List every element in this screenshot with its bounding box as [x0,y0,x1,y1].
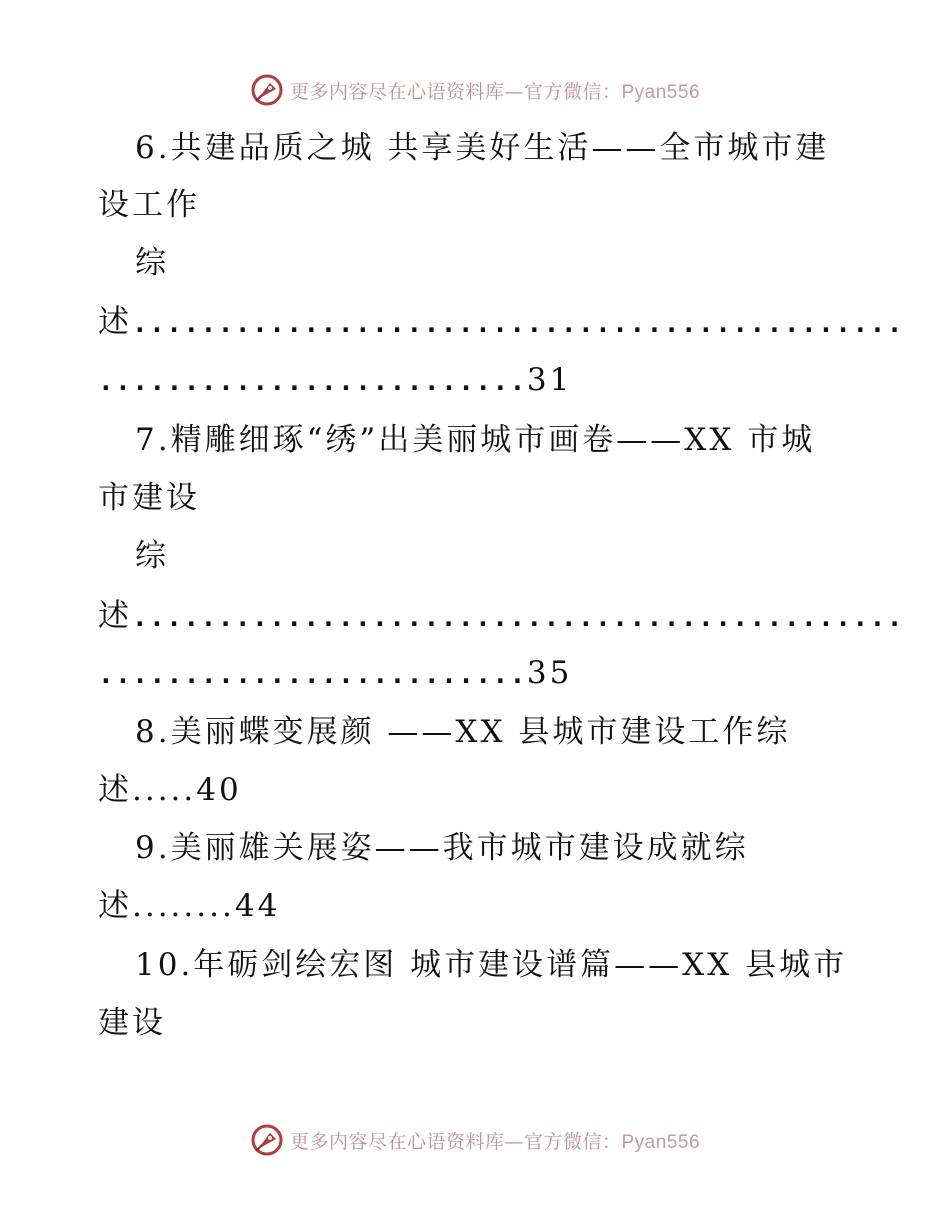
pen-nib-logo-icon [250,1123,284,1157]
toc-entry-10-title-line1: 10.年砺剑绘宏图 城市建设谱篇——XX 县城市 [135,947,848,983]
toc-entry-7-title-line1: 7.精雕细琢“绣”出美丽城市画卷——XX 市城 [135,422,816,458]
toc-entry-7-indent-char: 综 [135,538,169,574]
footer-watermark [0,1120,950,1160]
toc-entry-10-title-line2: 建设 [98,1005,166,1041]
toc-entry-9-leader: 述........44 [98,888,281,924]
header-watermark [0,70,950,110]
toc-entry-6-page: 31 [526,362,573,398]
toc-entry-9-page: 44 [234,888,281,924]
toc-entry-6-title-line1: 6.共建品质之城 共享美好生活——全市城市建 [135,130,830,166]
toc-entry-6-title-line2: 设工作 [98,187,200,223]
watermark-text: 更多内容尽在心语资料库—官方微信：Pyan556 [289,1130,701,1153]
toc-entry-6-indent-char: 综 [135,245,169,281]
toc-entry-7-title-line2: 市建设 [98,480,200,516]
watermark-text: 更多内容尽在心语资料库—官方微信：Pyan556 [289,80,701,103]
pen-nib-logo-icon [250,73,284,107]
toc-entry-8-leader: 述.....40 [98,772,242,808]
toc-entry-7-leader-line1: 述............................................. [98,598,904,634]
toc-entry-6-leader-line2: .........................31 [98,362,573,398]
toc-entry-7-leader-line2: .........................35 [98,655,573,691]
toc-entry-9-title-line1: 9.美丽雄关展姿——我市城市建设成就综 [135,830,749,866]
toc-entry-8-title-line1: 8.美丽蝶变展颜 ——XX 县城市建设工作综 [135,714,791,750]
toc-entry-6-leader-line1: 述............................................. [98,304,904,340]
toc-entry-8-page: 40 [196,772,242,808]
toc-entry-7-page: 35 [526,655,573,691]
